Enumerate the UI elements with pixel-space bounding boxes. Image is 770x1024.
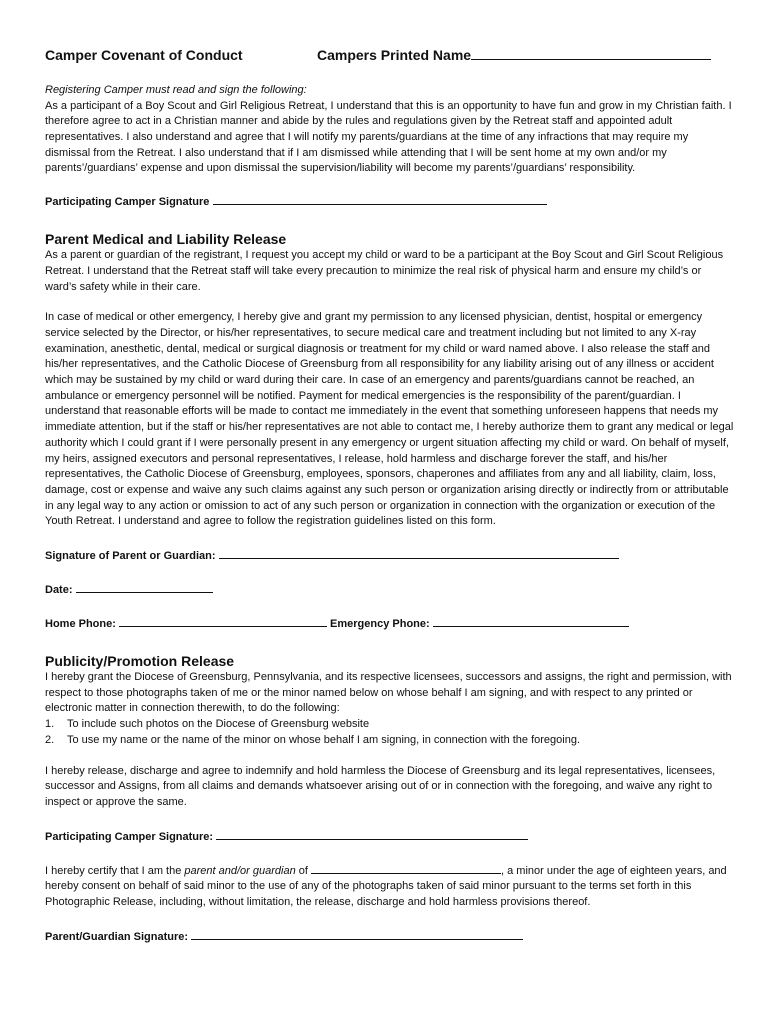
- list-text: To use my name or the name of the minor on whose behalf I am signing, in connection with the foregoing.: [67, 733, 581, 746]
- guardian-signature-field[interactable]: [45, 927, 735, 945]
- home-phone-label: Home Phone:: [45, 618, 116, 631]
- list-item: [45, 733, 735, 749]
- guardian-signature-line[interactable]: [191, 927, 523, 940]
- printed-name-field[interactable]: [317, 47, 711, 63]
- publicity-para-2: I hereby release, discharge and agree to indemnify and hold harmless the Diocese of Greensburg and its legal representatives, licensees, successor and Assigns, from all claims and demands whatsoever arising out of or in connection with the foregoing, and waive any right to inspect or approve the same.: [45, 764, 716, 808]
- covenant-body: As a participant of a Boy Scout and Girl Religious Retreat, I understand that this is an opportunity to have fun and grow in my Christian faith. I therefore agree to act in a Christian manner and abide by the rules and regulations given by the Retreat staff and appointed adult representatives. I also understand and agree that I will notify my parents/guardians at the time of any infractions that may require my dismissal from the Retreat. I also understand that if I am dismissed while attending that I will be sent home at my own and/or my parents’/guardians’ expense and upon dismissal the supervision/liability will become my parents’/guardians’ responsibility.: [45, 99, 732, 175]
- emergency-phone-line[interactable]: [433, 614, 629, 627]
- certify-prefix: I hereby certify that I am the: [45, 864, 185, 877]
- printed-name-line[interactable]: [471, 47, 711, 60]
- list-number: 2.: [45, 733, 55, 746]
- guardian-signature-label: Parent/Guardian Signature:: [45, 930, 189, 943]
- parent-signature-field[interactable]: [45, 546, 735, 564]
- camper-signature-label: Participating Camper Signature: [45, 196, 210, 209]
- medical-para-1: As a parent or guardian of the registrant, I request you accept my child or ward to be a participant at the Boy Scout and Girl Scout Religious Retreat. I understand that the Retreat staff will take every precaution to minimize the real risk of physical harm and ensure my child’s or ward’s safety while in their care.: [45, 249, 724, 293]
- certify-suffix: , a minor under the age of eighteen years, and hereby consent on behalf of said minor to the use of any of the photographs taken of said minor pursuant to the terms set forth in this Photographic Release, including, without limitation, the release, discharge and hold harmless provisions thereof.: [45, 864, 727, 909]
- medical-para-2: In case of medical or other emergency, I hereby give and grant my permission to any licensed physician, dentist, hospital or emergency service selected by the Director, or his/her representatives, to secure medical care and treatment including but not limited to any X-ray examination, anesthetic, dental, medical or surgical diagnosis or treatment for my child or ward named above. I also release the staff and his/her representatives, and the Catholic Diocese of Greensburg from all responsibility for any liability arising out of any illness or accident which may be sustained by my child or ward during their care. In case of an emergency and parents/guardians cannot be reached, an ambulance or emergency personnel will be notified. Payment for medical emergencies is the responsibility of the parent/guardian. I understand that reasonable efforts will be made to contact me immediately in the event that something unforeseen happens that needs my immediate attention, but if the staff or his/her representatives are not able to contact me, I hereby authorize them to grant any medical or legal authority which I could grant if I were personally present in any emergency or urgent situation affecting my child or ward. On behalf of myself, my heirs, assigned executors and personal representatives, I release, hold harmless and discharge forever the staff, and his/her representatives, the Catholic Diocese of Greensburg, employees, sponsors, chaperones and affiliates from any and all liability, claim, loss, damage, cost or expense and waive any such claims against any such person or organization arising directly or indirectly from or attributable in any legal way to any action or omission to act of any such person or organization in connection with the organization or execution of the Youth Retreat. I understand and agree to follow the registration guidelines listed on this form.: [45, 311, 734, 528]
- emergency-phone-field[interactable]: [330, 618, 629, 630]
- list-item: [45, 717, 735, 733]
- phone-row: [45, 614, 735, 632]
- covenant-intro: Registering Camper must read and sign the following:: [45, 84, 307, 96]
- publicity-camper-signature-line[interactable]: [216, 827, 528, 840]
- form-header: [45, 47, 735, 67]
- publicity-camper-signature-field[interactable]: [45, 827, 735, 845]
- certify-paragraph: [45, 861, 735, 911]
- certify-of: of: [295, 864, 312, 877]
- parent-signature-label: Signature of Parent or Guardian:: [45, 550, 216, 563]
- form-title: Camper Covenant of Conduct: [45, 47, 243, 63]
- list-number: 1.: [45, 718, 55, 731]
- parent-signature-line[interactable]: [219, 546, 619, 559]
- camper-signature-line[interactable]: [213, 192, 547, 205]
- list-text: To include such photos on the Diocese of Greensburg website: [67, 718, 370, 731]
- certify-italic: parent and/or guardian: [184, 864, 296, 877]
- printed-name-label: Campers Printed Name: [317, 47, 472, 63]
- date-line[interactable]: [76, 580, 213, 593]
- publicity-list: [45, 717, 735, 748]
- date-label: Date:: [45, 584, 73, 597]
- emergency-phone-label: Emergency Phone:: [330, 618, 430, 631]
- publicity-section-title: Publicity/Promotion Release: [45, 653, 235, 670]
- medical-section-title: Parent Medical and Liability Release: [45, 231, 287, 248]
- form-page: [45, 47, 735, 945]
- home-phone-field[interactable]: [45, 618, 327, 630]
- publicity-para-1: I hereby grant the Diocese of Greensburg, Pennsylvania, and its respective licensees, successors and assigns, the right and permission, with respect to those photographs taken of me or the minor named below on whose behalf I am signing, and with respect to any printed or electronic matter in connection therewith, to do the following:: [45, 671, 732, 715]
- camper-signature-field[interactable]: [45, 192, 735, 210]
- home-phone-line[interactable]: [119, 614, 327, 627]
- minor-name-line[interactable]: [311, 861, 501, 874]
- publicity-camper-signature-label: Participating Camper Signature:: [45, 830, 214, 843]
- date-field[interactable]: [45, 580, 735, 598]
